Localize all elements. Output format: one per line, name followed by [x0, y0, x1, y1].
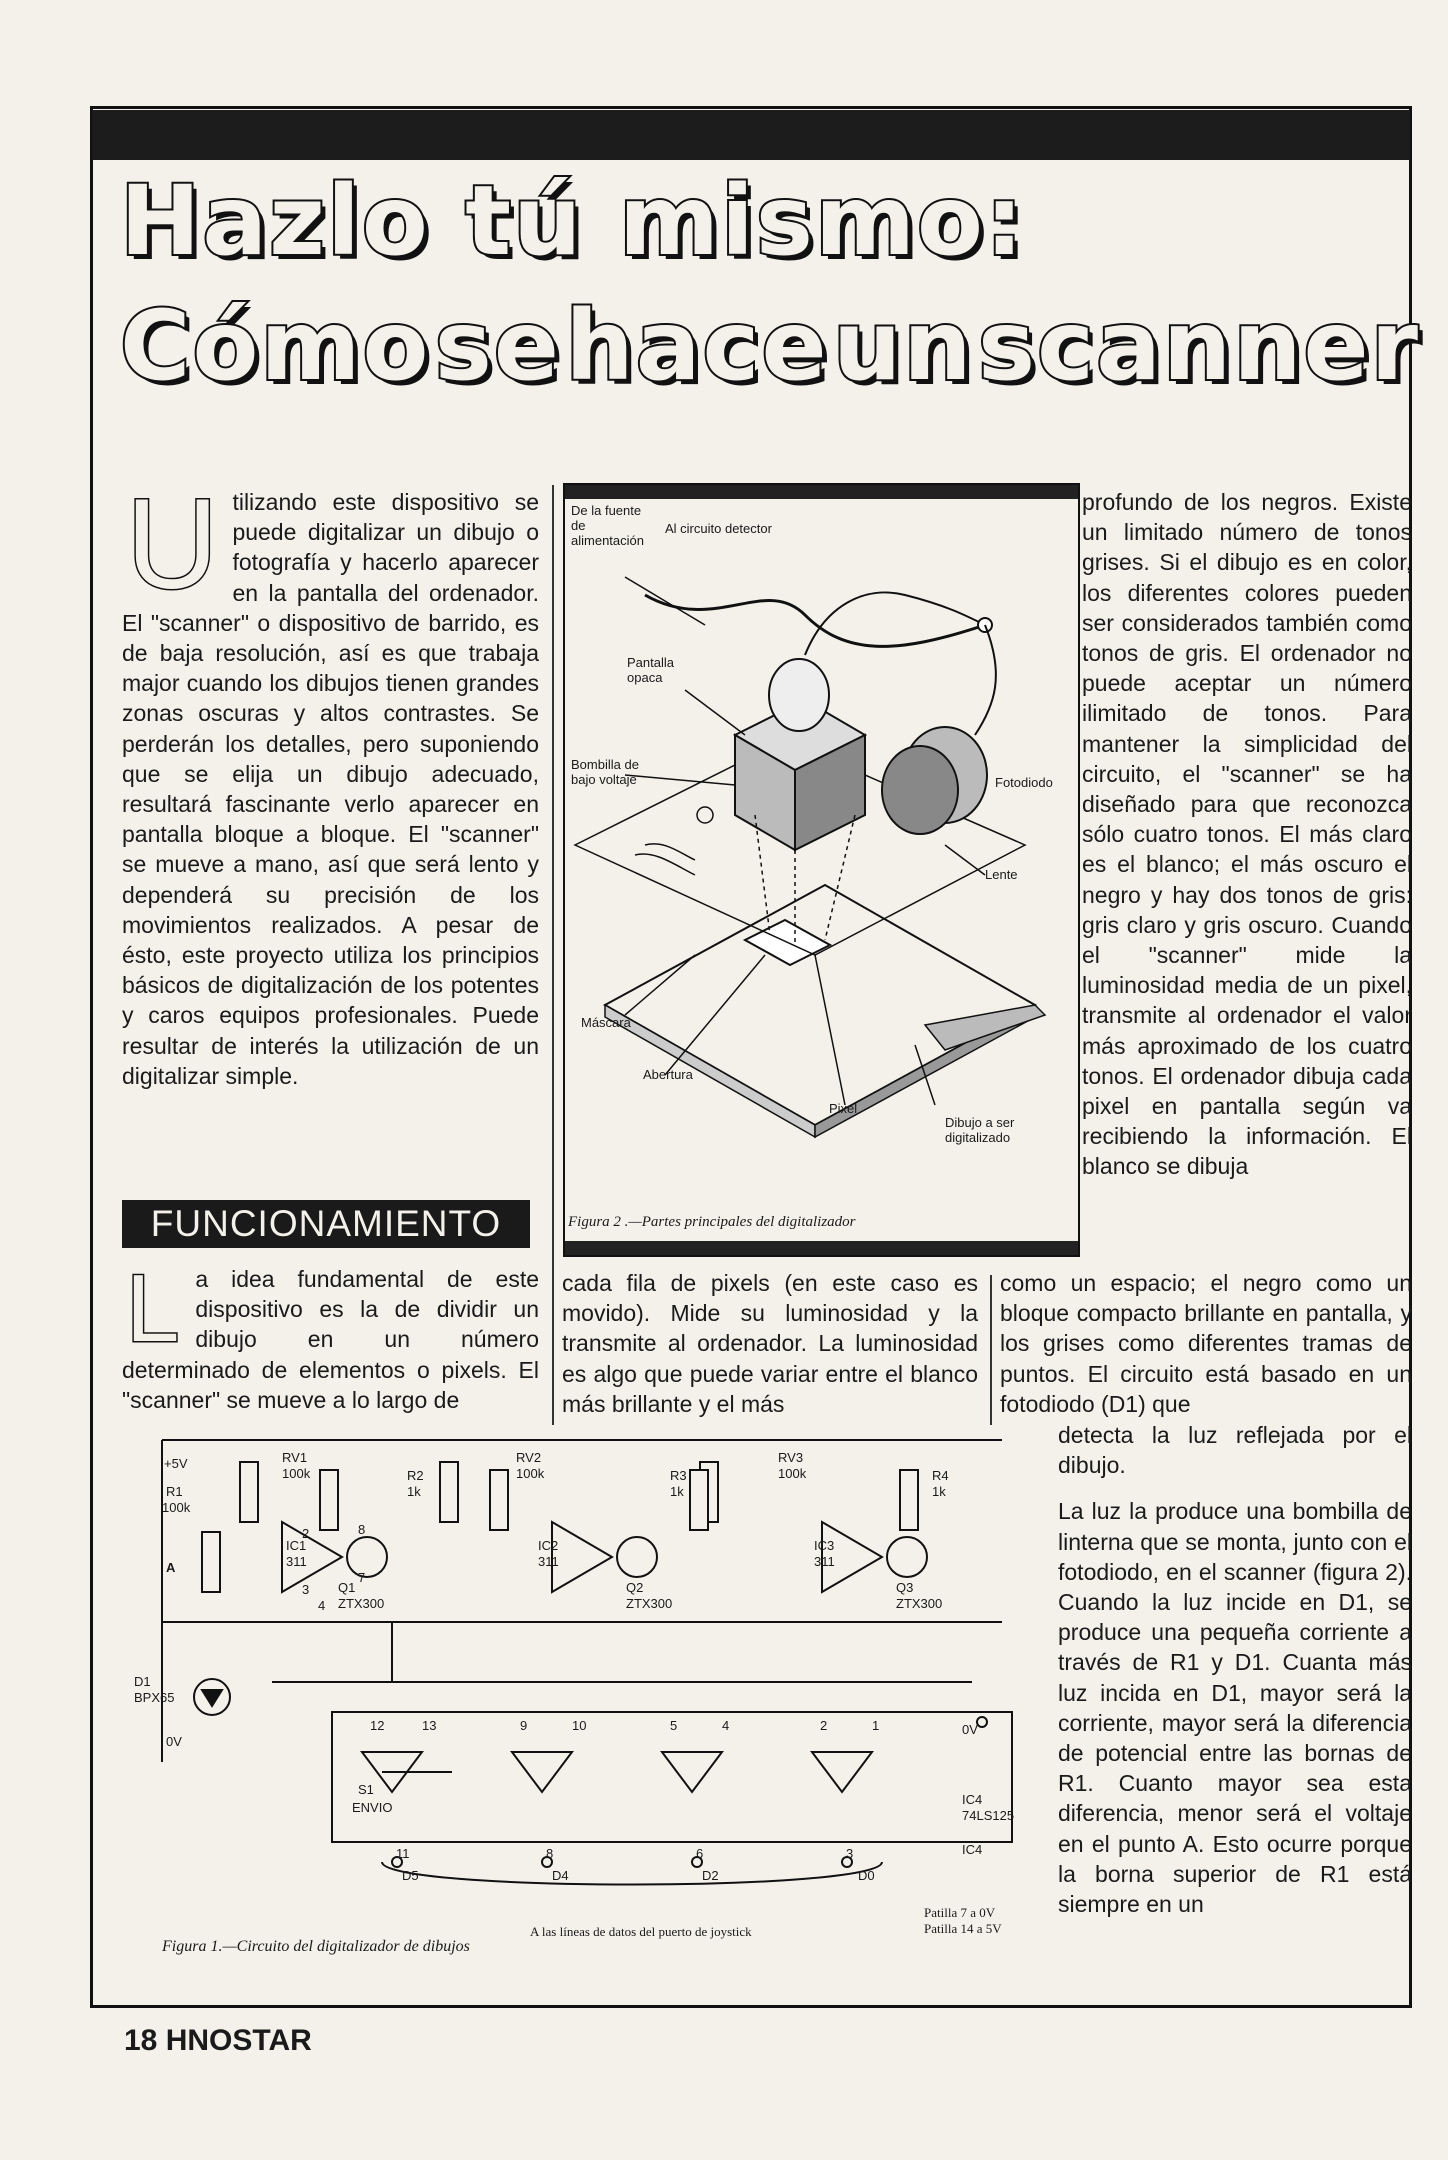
- title-line-2: [120, 290, 1420, 402]
- pin-label: 8: [358, 1522, 366, 1537]
- label-rv3: RV3: [778, 1450, 804, 1465]
- pin-label: 4: [318, 1598, 326, 1613]
- label-d1: D1: [134, 1674, 151, 1689]
- label-r3-value: 1k: [670, 1484, 684, 1499]
- figure-1-caption: Figura 1.—Circuito del digitalizador de dibujos: [162, 1938, 470, 1955]
- label-0v-right: 0V: [962, 1722, 978, 1737]
- label-r3: R3: [670, 1468, 687, 1483]
- label-5v: +5V: [164, 1456, 188, 1471]
- label-fotodiodo: Fotodiodo: [995, 775, 1053, 790]
- joystick-note: A las líneas de datos del puerto de joystick: [530, 1924, 752, 1939]
- column-rule: [552, 485, 554, 1425]
- label-0v: 0V: [166, 1734, 182, 1749]
- bottom-right-column: [1058, 1420, 1412, 1919]
- label-ic2-value: 311: [538, 1554, 559, 1569]
- pin-label: 7: [358, 1570, 366, 1585]
- intro-column: [122, 473, 539, 1091]
- title-word: Cómo: [120, 290, 431, 402]
- pin-label: 13: [422, 1718, 437, 1733]
- label-ic3: IC3: [814, 1538, 835, 1553]
- figure-2-caption: Figura 2 .—Partes principales del digitalizador: [568, 1214, 856, 1230]
- middle-text: cada fila de pixels (en este caso es movido). Mide su luminosidad y la transmite al ordenador. La luminosidad es algo que puede variar entre el blanco más brillante y el más: [562, 1270, 978, 1417]
- label-q2-value: ZTX300: [626, 1596, 673, 1611]
- figure-2: [563, 483, 1080, 1257]
- patilla-notes: [924, 1905, 1002, 1937]
- label-pantalla: Pantalla opaca: [627, 655, 674, 685]
- label-r2: R2: [407, 1468, 424, 1483]
- title-word: hace: [565, 290, 829, 402]
- bottom-right-para2: La luz la produce una bombilla de linterna que se monta, junto con el fotodiodo, en el scanner (figura 2). Cuando la luz incide en D1, se produce una pequeña corriente a través de R1 y D1. Cuanta más luz incida en D1, mayor será la corriente, mayor será la diferencia de potencial entre las bornas de R1. Cuanto mayor sea esta diferencia, menor será el voltaje en el punto A. Esto ocurre porque la borna superior de R1 está siempre en un: [1058, 1498, 1412, 1918]
- label-lente: Lente: [985, 867, 1018, 882]
- intro-text: tilizando este dispositivo se puede digitalizar un dibujo o fotografía y hacerlo aparecer en la pantalla del ordenador. El "scanner" o dispositivo de barrido, es de baja resolución, así es que trabaja major cuando los dibujos tienen grandes zonas oscuras y altos contrastes. Se perderán los detalles, pero suponiendo que se elija un dibujo adecuado, resultará fascinante verlo aparecer en pantalla bloque a bloque. El "scanner" se mueve a mano, así que será lento y dependerá su precisión de los movimientos realizados. A pesar de ésto, este proyecto utiliza los principios básicos de digitalización de los potentes y caros equipos profesionales. Puede resultar de interés la utilización de un digitalizar simple.: [122, 489, 539, 1089]
- patilla-7: Patilla 7 a 0V: [924, 1905, 996, 1920]
- label-q2: Q2: [626, 1580, 644, 1595]
- label-rv1-value: 100k: [282, 1466, 311, 1481]
- label-q3-value: ZTX300: [896, 1596, 943, 1611]
- label-d0: D0: [858, 1868, 875, 1883]
- figure-1: [122, 1422, 1052, 1970]
- label-fuente: De la fuente de alimentación: [571, 503, 644, 548]
- pin-label: 12: [370, 1718, 385, 1733]
- right-column: [1082, 487, 1412, 1182]
- label-a: A: [166, 1560, 176, 1575]
- label-bombilla: Bombilla de bajo voltaje: [571, 757, 639, 787]
- funcionamiento-column: [122, 1255, 539, 1415]
- pin-label: 4: [722, 1718, 730, 1733]
- label-rv2-value: 100k: [516, 1466, 545, 1481]
- label-mascara: Máscara: [581, 1015, 631, 1030]
- label-q1: Q1: [338, 1580, 356, 1595]
- label-abertura: Abertura: [643, 1067, 693, 1082]
- pin-label: 11: [396, 1846, 410, 1861]
- label-bpx65: BPX65: [134, 1690, 175, 1705]
- column-rule: [990, 1275, 992, 1425]
- title-word: un: [832, 290, 974, 402]
- section-heading: FUNCIONAMIENTO: [122, 1200, 530, 1248]
- pin-label: 10: [572, 1718, 587, 1733]
- wide-paragraph: [1000, 1268, 1412, 1419]
- pin-label: 2: [820, 1718, 828, 1733]
- label-envio: ENVIO: [352, 1800, 393, 1815]
- label-ic1-value: 311: [286, 1554, 307, 1569]
- drop-cap: U: [126, 473, 219, 616]
- label-circuito: Al circuito detector: [665, 521, 772, 536]
- bottom-right-para1: detecta la luz reflejada por el dibujo.: [1058, 1422, 1412, 1479]
- label-r1-value: 100k: [162, 1500, 191, 1515]
- label-d2: D2: [702, 1868, 719, 1883]
- patilla-14: Patilla 14 a 5V: [924, 1921, 1002, 1936]
- pin-label: 9: [520, 1718, 528, 1733]
- label-r4-value: 1k: [932, 1484, 946, 1499]
- label-ic4-value: 74LS125: [962, 1808, 1015, 1823]
- label-ic3-value: 311: [814, 1554, 835, 1569]
- label-ic2: IC2: [538, 1538, 559, 1553]
- pin-label: 2: [302, 1526, 310, 1541]
- pin-label: 6: [696, 1846, 704, 1861]
- circuit-diagram: [122, 1422, 1052, 1970]
- label-ic4: IC4: [962, 1792, 983, 1807]
- label-rv2: RV2: [516, 1450, 542, 1465]
- drop-cap: L: [126, 1255, 180, 1362]
- label-s1: S1: [358, 1782, 374, 1797]
- pin-label: 3: [846, 1846, 854, 1861]
- label-d5: D5: [402, 1868, 419, 1883]
- label-rv1: RV1: [282, 1450, 308, 1465]
- label-ic1: IC1: [286, 1538, 307, 1553]
- page-number: 18 HNOSTAR: [124, 2024, 312, 2057]
- label-q1-value: ZTX300: [338, 1596, 385, 1611]
- pin-label: 5: [670, 1718, 678, 1733]
- funcionamiento-text: a idea fundamental de este dispositivo es la de dividir un dibujo en un número determinado de elementos o pixels. El "scanner" se mueve a lo largo de: [122, 1266, 539, 1413]
- pin-label: 3: [302, 1582, 310, 1597]
- label-r2-value: 1k: [407, 1484, 421, 1499]
- header-bar: [92, 110, 1410, 160]
- label-q3: Q3: [896, 1580, 914, 1595]
- label-r1: R1: [166, 1484, 183, 1499]
- right-text: profundo de los negros. Existe un limitado número de tonos grises. Si el dibujo es en color, los diferentes colores pueden ser considerados también como tonos de gris. El ordenador no puede aceptar un número ilimitado de tonos. Para mantener la simplicidad del circuito, el "scanner" se ha diseñado para que reconozca sólo cuatro tonos. El más claro es el blanco; el más oscuro el negro y hay dos tonos de gris: gris claro y gris oscuro. Cuando el "scanner" mide la luminosidad media de un pixel, transmite al ordenador el valor más aproximado de los cuatro tonos. El ordenador dibuja cada pixel en pantalla según va recibiendo la información. El blanco se dibuja: [1082, 489, 1412, 1180]
- wide-text: como un espacio; el negro como un bloque compacto brillante en pantalla, y los grises como diferentes tramas de puntos. El circuito está basado en un fotodiodo (D1) que: [1000, 1270, 1412, 1417]
- label-r4: R4: [932, 1468, 949, 1483]
- pin-label: 1: [872, 1718, 880, 1733]
- label-dibujo: Dibujo a ser digitalizado: [945, 1115, 1015, 1145]
- title-word: scanner: [978, 290, 1420, 402]
- middle-column: [562, 1268, 978, 1419]
- title-word: se: [434, 290, 562, 402]
- label-d4: D4: [552, 1868, 569, 1883]
- title-line-1: Hazlo tú mismo:: [120, 165, 1026, 277]
- label-ic4-b: IC4: [962, 1842, 983, 1857]
- label-rv3-value: 100k: [778, 1466, 807, 1481]
- pin-label: 8: [546, 1846, 554, 1861]
- label-pixel: Pixel: [829, 1101, 858, 1116]
